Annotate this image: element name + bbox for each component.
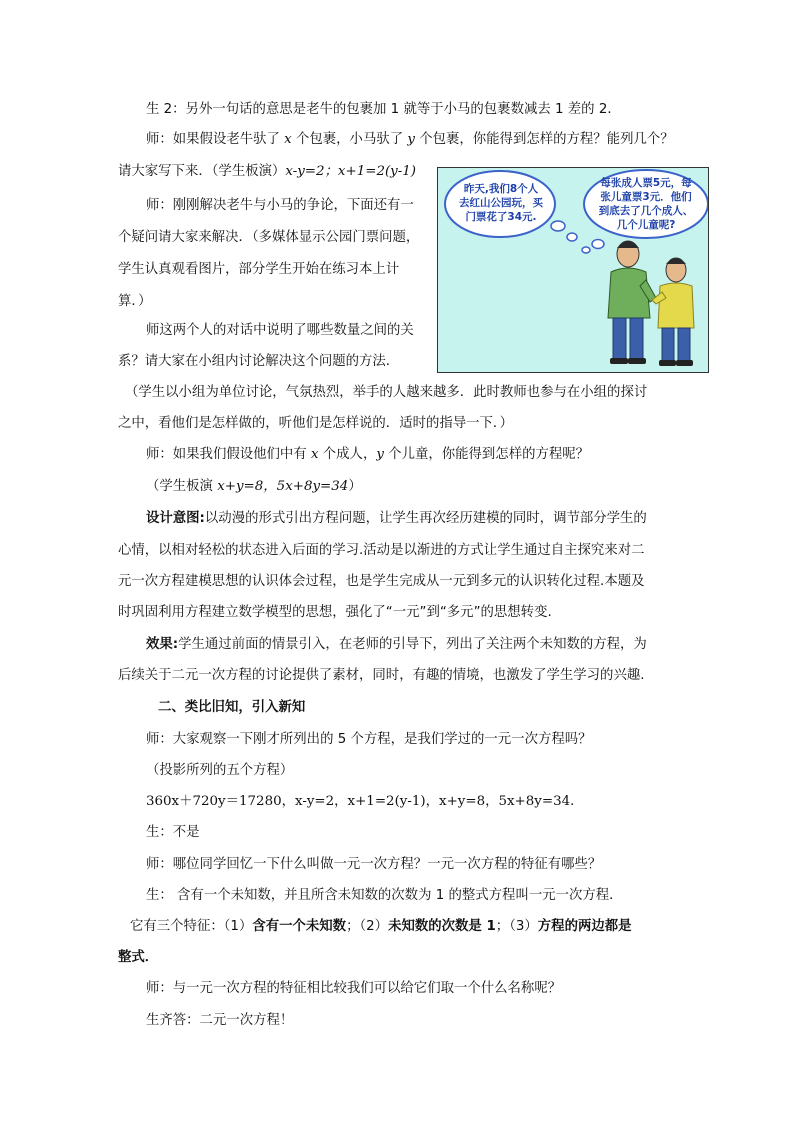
equation-list: 360x＋720y＝17280，x-y=2，x+1=2(y-1)，x+y=8，5x+8y=34． [146, 794, 584, 809]
paragraph-line: （学生板演 x+y=8，5x+8y=34） [146, 479, 362, 494]
paragraph-line: 生 2：另外一句话的意思是老牛的包裹加 1 就等于小马的包裹数减去 1 差的 2． [146, 102, 621, 117]
paragraph-line: 之中，看他们是怎样做的，听他们是怎样说的．适时的指导一下．） [118, 416, 514, 431]
paragraph-line: 师：刚刚解决老牛与小马的争论，下面还有一 [146, 198, 414, 213]
paragraph-line: 师这两个人的对话中说明了哪些数量之间的关 [146, 323, 414, 338]
paragraph-line: 后续关于二元一次方程的讨论提供了素材，同时，有趣的情境，也激发了学生学习的兴趣. [118, 668, 645, 683]
paragraph-line: 师：与一元一次方程的特征相比较我们可以给它们取一个什么名称呢？ [146, 981, 562, 996]
paragraph-line: （投影所列的五个方程） [146, 763, 294, 778]
paragraph-line: 元一次方程建模思想的认识体会过程，也是学生完成从一元到多元的认识转化过程.本题及 [118, 574, 645, 589]
paragraph-line: 学生认真观看图片，部分学生开始在练习本上计 [118, 262, 400, 277]
paragraph-line: 心情，以相对轻松的状态进入后面的学习.活动是以渐进的方式让学生通过自主探究来对二 [118, 543, 645, 558]
paragraph-line: 师：大家观察一下刚才所列出的 5 个方程，是我们学过的一元一次方程吗？ [146, 732, 592, 747]
paragraph-line: 生：不是 [146, 825, 200, 840]
paragraph-line: 师：哪位同学回忆一下什么叫做一元一次方程？一元一次方程的特征有哪些？ [146, 857, 602, 872]
paragraph-line: 时巩固利用方程建立数学模型的思想，强化了“一元”到“多元”的思想转变. [118, 605, 552, 620]
left-speech-bubble-text: 昨天,我们8个人 去红山公园玩，买 门票花了34元. [459, 183, 543, 223]
paragraph-line: 师：如果假设老牛驮了 x 个包裹，小马驮了 y 个包裹，你能得到怎样的方程？能列几个？ [146, 132, 674, 147]
paragraph-line: 生： 含有一个未知数，并且所含未知数的次数为 1 的整式方程叫一元一次方程． [146, 888, 623, 903]
paragraph-line: 个疑问请大家来解决．（多媒体显示公园门票问题， [118, 230, 420, 245]
paragraph-line: （学生以小组为单位讨论，气氛热烈，举手的人越来越多．此时教师也参与在小组的探讨 [125, 385, 648, 400]
paragraph-line: 算．） [118, 294, 152, 309]
features-line: 它有三个特征：（1）含有一个未知数；（2）未知数的次数是 1；（3）方程的两边都是 [130, 919, 632, 934]
paragraph-line: 请大家写下来．（学生板演）x-y=2；x+1=2(y-1) [118, 164, 417, 179]
paragraph-line: 师：如果我们假设他们中有 x 个成人，y 个儿童，你能得到怎样的方程呢？ [146, 447, 590, 462]
paragraph-line: 系？请大家在小组内讨论解决这个问题的方法． [118, 354, 400, 369]
park-ticket-illustration [437, 167, 709, 373]
design-intent-paragraph: 设计意图:以动漫的形式引出方程问题，让学生再次经历建模的同时，调节部分学生的 [146, 511, 647, 526]
paragraph-line: 整式． [118, 950, 159, 965]
effect-paragraph: 效果:学生通过前面的情景引入，在老师的引导下，列出了关注两个未知数的方程，为 [146, 637, 647, 652]
right-speech-bubble-text: 每张成人票5元，每 张儿童票3元．他们 到底去了几个成人、 几个儿童呢? [598, 177, 694, 231]
paragraph-line: 生齐答：二元一次方程！ [146, 1013, 294, 1028]
section-heading: 二、类比旧知，引入新知 [158, 700, 306, 715]
